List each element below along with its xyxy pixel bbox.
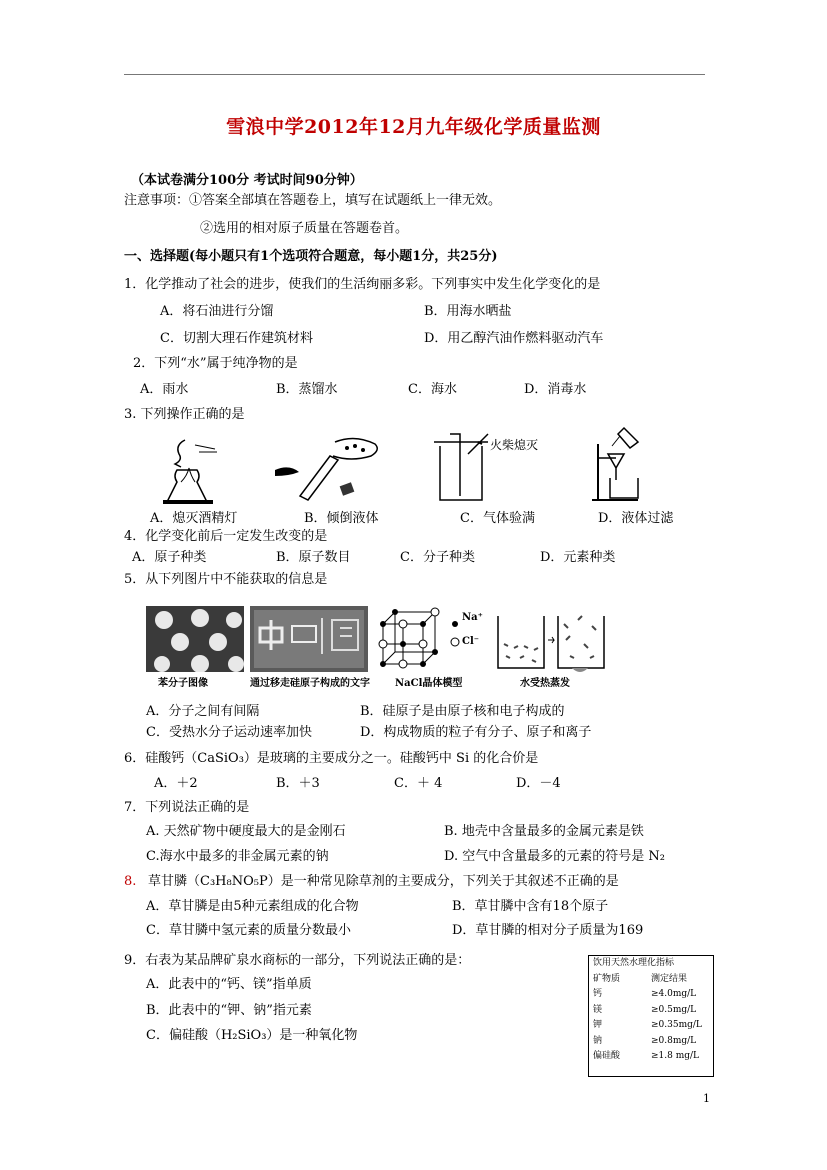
q6-option-b: B．＋3 bbox=[276, 776, 320, 791]
table-row bbox=[589, 987, 713, 1003]
notes-line1: 注意事项：①答案全部填在答题卷上，填写在试题纸上一律无效。 bbox=[124, 193, 502, 208]
q7-option-b: B. 地壳中含量最多的金属元素是铁 bbox=[444, 824, 644, 839]
q2-option-a: A．雨水 bbox=[140, 382, 189, 397]
q4-option-b: B．原子数目 bbox=[276, 550, 351, 565]
q1-option-a: A．将石油进行分馏 bbox=[160, 304, 274, 319]
q8-option-d: D．草甘膦的相对分子质量为169 bbox=[452, 923, 644, 938]
q7-option-a: A. 天然矿物中硬度最大的是金刚石 bbox=[146, 824, 346, 839]
table-row bbox=[589, 1034, 713, 1050]
table-cell-value: ≥0.8mg/L bbox=[651, 1035, 697, 1046]
q5-option-b: B．硅原子是由原子核和电子构成的 bbox=[360, 704, 565, 719]
q2-option-b: B．蒸馏水 bbox=[276, 382, 338, 397]
q8-stem: 草甘膦（C₃H₈NO₅P）是一种常见除草剂的主要成分，下列关于其叙述不正确的是 bbox=[148, 874, 619, 889]
notes-line2: ②选用的相对原子质量在答题卷首。 bbox=[200, 221, 409, 236]
table-cell-value: ≥0.35mg/L bbox=[651, 1020, 702, 1030]
q5-stem: 5．从下列图片中不能获取的信息是 bbox=[124, 572, 328, 587]
q5-option-a: A．分子之间有间隔 bbox=[146, 704, 260, 719]
q2-stem: 2．下列“水”属于纯净物的是 bbox=[133, 356, 298, 371]
q4-option-d: D．元素种类 bbox=[540, 550, 616, 565]
q7-option-d: D. 空气中含量最多的元素的符号是 N₂ bbox=[444, 849, 665, 864]
caption-nacl: NaCl晶体模型 bbox=[395, 678, 463, 689]
silicon-text-image bbox=[250, 606, 368, 672]
q3-option-d: D．液体过滤 bbox=[598, 511, 674, 526]
na-label: Na⁺ bbox=[462, 612, 483, 623]
q1-option-d: D．用乙醇汽油作燃料驱动汽车 bbox=[424, 331, 604, 346]
table-row bbox=[589, 1049, 713, 1065]
q5-option-c: C．受热水分子运动速率加快 bbox=[146, 725, 312, 740]
page-title: 雪浪中学2012年12月九年级化学质量监测 bbox=[226, 116, 601, 138]
benzene-image bbox=[146, 606, 244, 672]
q4-option-a: A．原子种类 bbox=[132, 550, 207, 565]
q2-option-d: D．消毒水 bbox=[524, 382, 587, 397]
caption-evaporate: 水受热蒸发 bbox=[520, 678, 570, 689]
q3-option-c: C．气体验满 bbox=[460, 511, 535, 526]
q8-option-c: C．草甘膦中氢元素的质量分数最小 bbox=[146, 923, 351, 938]
table-title: 饮用天然水理化指标 bbox=[593, 958, 675, 968]
table-row bbox=[589, 1018, 713, 1034]
table-row bbox=[589, 1003, 713, 1019]
q1-option-c: C．切割大理石作建筑材料 bbox=[160, 331, 313, 346]
table-cell-value: ≥4.0mg/L bbox=[651, 989, 697, 999]
q6-option-d: D．－4 bbox=[516, 776, 561, 791]
q6-option-c: C．＋ 4 bbox=[394, 776, 443, 791]
table-cell-value: ≥0.5mg/L bbox=[651, 1004, 697, 1015]
q3-stem: 3. 下列操作正确的是 bbox=[124, 407, 245, 422]
table-cell-name: 钾 bbox=[593, 1020, 603, 1030]
table-cell-name: 钠 bbox=[593, 1035, 603, 1046]
table-cell-name: 偏硅酸 bbox=[593, 1051, 621, 1061]
table-head-result: 测定结果 bbox=[651, 973, 688, 984]
q7-option-c: C.海水中最多的非金属元素的钠 bbox=[146, 849, 329, 864]
q3-fig-label: 火柴熄灭 bbox=[490, 438, 539, 452]
table-cell-value: ≥1.8 mg/L bbox=[651, 1051, 700, 1061]
q9-stem: 9．右表为某品牌矿泉水商标的一部分，下列说法正确的是： bbox=[124, 953, 471, 968]
q9-option-b: B．此表中的“钾、钠”指元素 bbox=[146, 1003, 312, 1018]
q7-stem: 7．下列说法正确的是 bbox=[124, 800, 250, 815]
q3-option-a: A．熄灭酒精灯 bbox=[150, 511, 238, 526]
q1-stem: 1．化学推动了社会的进步，使我们的生活绚丽多彩。下列事实中发生化学变化的是 bbox=[124, 277, 601, 292]
caption-benzene: 苯分子图像 bbox=[158, 678, 208, 689]
extinguish-lamp-figure bbox=[155, 430, 235, 508]
q3-option-b: B．倾倒液体 bbox=[304, 511, 379, 526]
caption-silicon: 通过移走硅原子构成的文字 bbox=[250, 678, 370, 689]
header-rule bbox=[124, 74, 705, 75]
water-evaporate-image bbox=[492, 604, 612, 674]
section-heading: 一、选择题(每小题只有1个选项符合题意，每小题1分，共25分) bbox=[124, 249, 498, 264]
q5-option-d: D．构成物质的粒子有分子、原子和离子 bbox=[360, 725, 592, 740]
exam-info: （本试卷满分100分 考试时间90分钟） bbox=[131, 173, 363, 188]
pour-liquid-figure bbox=[275, 432, 385, 502]
q8-option-a: A．草甘膦是由5种元素组成的化合物 bbox=[146, 899, 359, 914]
mineral-water-table bbox=[588, 955, 714, 1077]
page-number: 1 bbox=[703, 1092, 710, 1105]
table-head-mineral: 矿物质 bbox=[593, 973, 621, 984]
q6-option-a: A．＋2 bbox=[154, 776, 198, 791]
cl-label: Cl⁻ bbox=[462, 636, 480, 647]
q8-number: 8. bbox=[124, 874, 137, 889]
q9-option-a: A．此表中的“钙、镁”指单质 bbox=[146, 977, 312, 992]
q2-option-c: C．海水 bbox=[408, 382, 457, 397]
q4-stem: 4．化学变化前后一定发生改变的是 bbox=[124, 529, 328, 544]
q1-option-b: B．用海水晒盐 bbox=[424, 304, 512, 319]
q6-stem: 6．硅酸钙（CaSiO₃）是玻璃的主要成分之一。硅酸钙中 Si 的化合价是 bbox=[124, 751, 539, 766]
gas-test-figure bbox=[432, 432, 492, 504]
q4-option-c: C．分子种类 bbox=[400, 550, 475, 565]
q8-option-b: B．草甘膦中含有18个原子 bbox=[452, 899, 609, 914]
q9-option-c: C．偏硅酸（H₂SiO₃）是一种氧化物 bbox=[146, 1028, 358, 1043]
table-cell-name: 钙 bbox=[593, 989, 603, 999]
table-cell-name: 镁 bbox=[593, 1004, 603, 1015]
filter-figure bbox=[588, 424, 648, 502]
